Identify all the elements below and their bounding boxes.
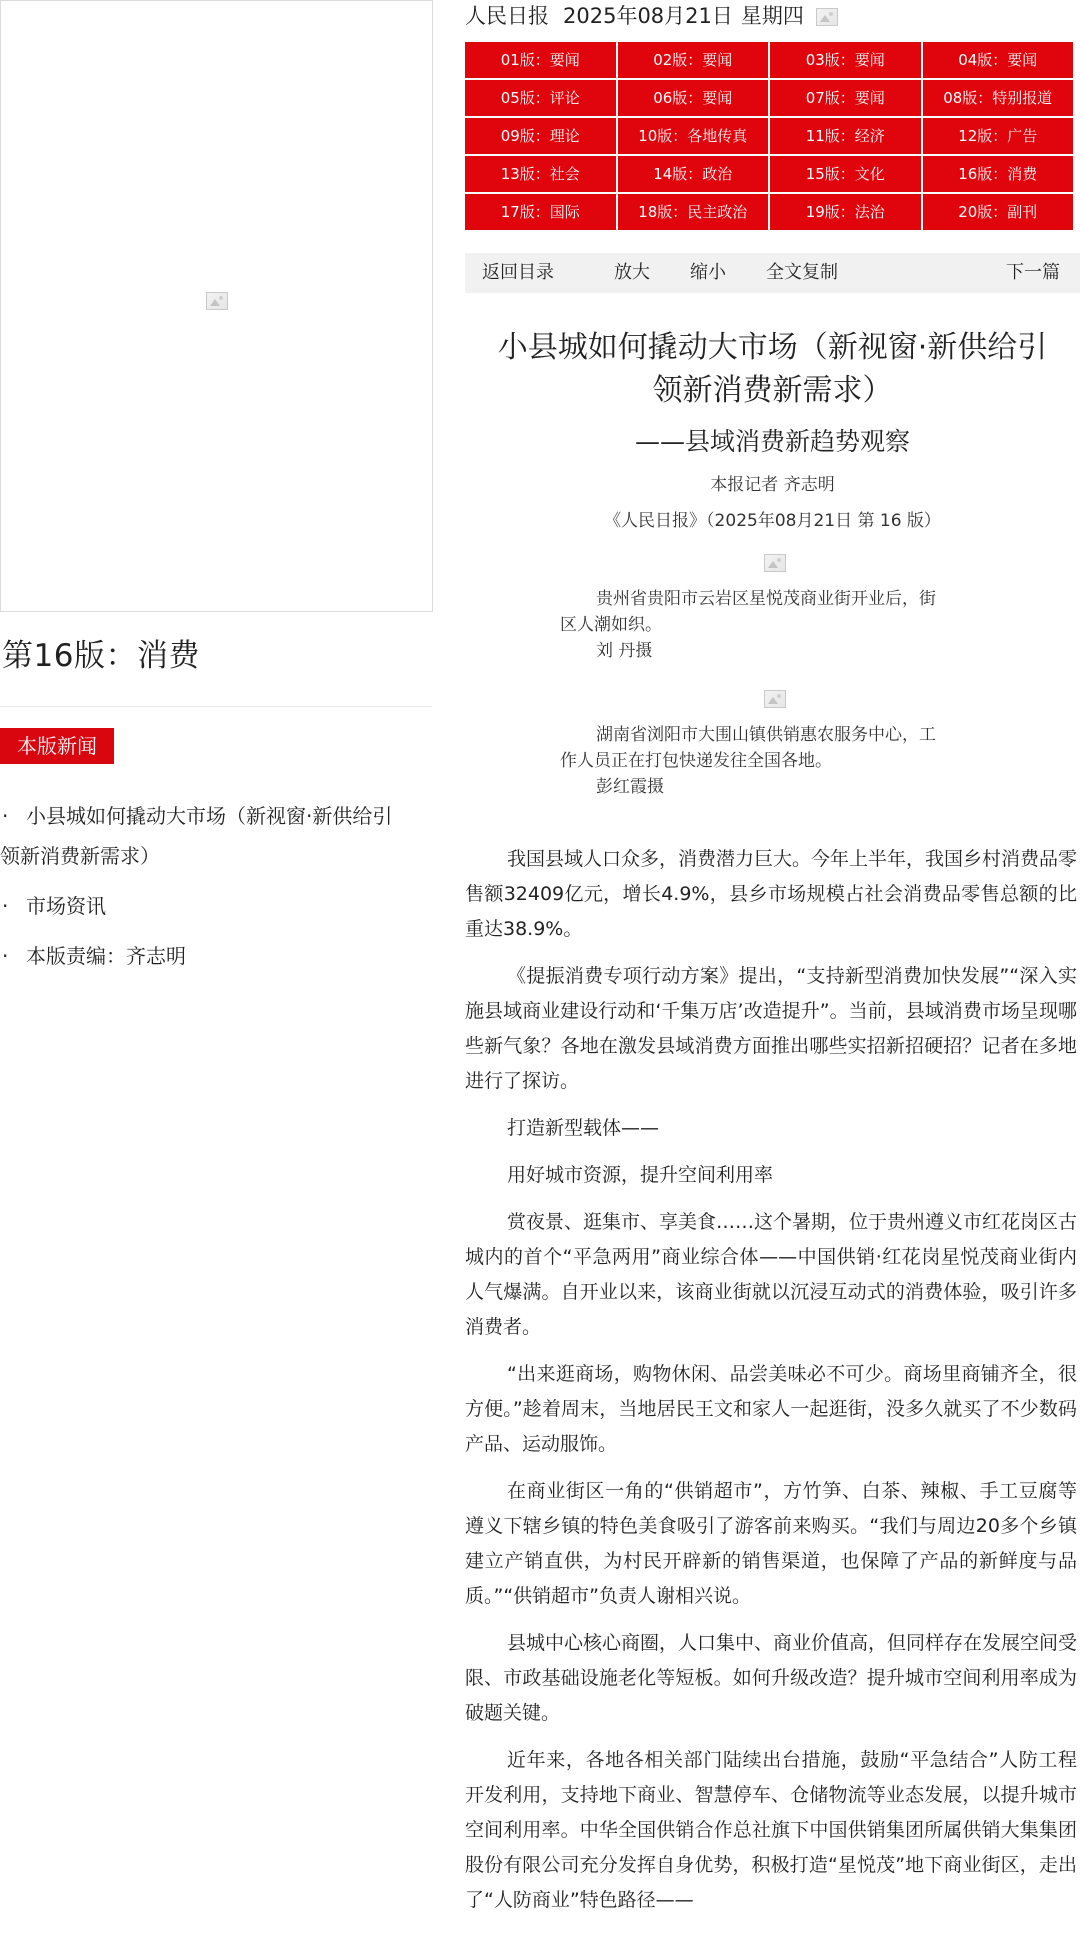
edition-link[interactable]: 17版：国际: [465, 194, 616, 230]
photo-caption: 湖南省浏阳市大围山镇供销惠农服务中心，工: [596, 725, 936, 745]
news-item-continuation[interactable]: [0, 832, 432, 880]
news-item-label: 市场资讯: [26, 894, 106, 918]
article-title-line: 领新消费新需求）: [652, 373, 893, 408]
masthead: [465, 0, 838, 30]
edition-link[interactable]: 06版：要闻: [618, 80, 769, 116]
news-item[interactable]: [0, 882, 432, 930]
article-paragraph: 我国县域人口众多，消费潜力巨大。今年上半年，我国乡村消费品零售额32409亿元，增长4.9%，县乡市场规模占社会消费品零售总额的比重达38.9%。: [465, 848, 1078, 940]
edition-link[interactable]: 12版：广告: [923, 118, 1074, 154]
article-paragraph: 在商业街区一角的“供销超市”，方竹笋、白茶、辣椒、手工豆腐等遵义下辖乡镇的特色美食吸引了游客前来购买。“我们与周边20多个乡镇建立产销直供，为村民开辟新的销售渠道，也保障了产品的新鲜度与品质。”“供销超市”负责人谢相兴说。: [465, 1480, 1077, 1607]
article-title-line: 小县城如何撬动大市场（新视窗·新供给引: [497, 330, 1048, 365]
broken-image-icon: [816, 8, 838, 26]
edition-link[interactable]: 01版：要闻: [465, 42, 616, 78]
edition-link[interactable]: 03版：要闻: [770, 42, 921, 78]
edition-nav-grid: [465, 42, 1073, 230]
news-item[interactable]: [0, 932, 432, 980]
photo-caption-cont: 区人潮如织。: [560, 615, 662, 635]
back-to-contents-button[interactable]: 返回目录: [482, 262, 554, 283]
edition-link[interactable]: 15版：文化: [770, 156, 921, 192]
edition-link[interactable]: 16版：消费: [923, 156, 1074, 192]
broken-image-icon[interactable]: [764, 554, 786, 572]
photo-credit: 刘 丹摄: [596, 641, 653, 661]
broken-image-icon[interactable]: [764, 690, 786, 708]
article-toolbar: [465, 253, 1080, 293]
zoom-out-button[interactable]: 缩小: [690, 262, 726, 283]
news-item-label-line2: 领新消费新需求）: [0, 844, 160, 868]
edition-link[interactable]: 10版：各地传真: [618, 118, 769, 154]
article-paragraph: “出来逛商场，购物休闲、品尝美味必不可少。商场里商铺齐全，很方便。”趁着周末，当地居民王文和家人一起逛街，没多久就买了不少数码产品、运动服饰。: [465, 1363, 1077, 1455]
bullet-icon: ·: [2, 944, 9, 968]
news-item-label: 本版责编：齐志明: [26, 944, 186, 968]
edition-link[interactable]: 14版：政治: [618, 156, 769, 192]
photo-credit: 彭红霞摄: [596, 777, 664, 797]
article-photo: [560, 554, 990, 664]
article-photo: [560, 690, 990, 800]
news-list: [0, 792, 432, 980]
article-source: 《人民日报》（2025年08月21日 第 16 版）: [604, 511, 941, 531]
paper-name: 人民日报: [465, 4, 549, 28]
next-article-button[interactable]: 下一篇: [1006, 262, 1060, 283]
edition-link[interactable]: 08版：特别报道: [923, 80, 1074, 116]
edition-link[interactable]: 20版：副刊: [923, 194, 1074, 230]
bullet-icon: ·: [2, 894, 9, 918]
issue-weekday: 星期四: [740, 4, 804, 28]
broken-image-icon: [206, 292, 228, 310]
edition-link[interactable]: 13版：社会: [465, 156, 616, 192]
right-column: [465, 0, 1080, 1938]
zoom-in-button[interactable]: 放大: [614, 262, 650, 283]
edition-title: 第16版：消费: [2, 638, 200, 674]
left-column: [0, 0, 435, 1938]
edition-link[interactable]: 19版：法治: [770, 194, 921, 230]
article-title: [465, 326, 1080, 412]
article-paragraph: 赏夜景、逛集市、享美食……这个暑期，位于贵州遵义市红花岗区古城内的首个“平急两用”商业综合体——中国供销·红花岗星悦茂商业街内人气爆满。自开业以来，该商业街就以沉浸互动式的消费体验，吸引许多消费者。: [465, 1211, 1078, 1338]
article-subtitle: ——县域消费新趋势观察: [634, 427, 910, 456]
copy-all-button[interactable]: 全文复制: [766, 262, 838, 283]
photo-caption-cont: 作人员正在打包快递发往全国各地。: [560, 751, 832, 771]
edition-link[interactable]: 09版：理论: [465, 118, 616, 154]
article-paragraph: 《提振消费专项行动方案》提出，“支持新型消费加快发展”“深入实施县域商业建设行动和‘千集万店’改造提升”。当前，县域消费市场呈现哪些新气象？各地在激发县域消费方面推出哪些实招新招硬招？记者在多地进行了探访。: [465, 965, 1077, 1092]
edition-link[interactable]: 18版：民主政治: [618, 194, 769, 230]
photo-caption: 贵州省贵阳市云岩区星悦茂商业街开业后，街: [596, 589, 936, 609]
edition-link[interactable]: 11版：经济: [770, 118, 921, 154]
article-paragraph: 县城中心核心商圈，人口集中、商业价值高，但同样存在发展空间受限、市政基础设施老化等短板。如何升级改造？提升城市空间利用率成为破题关键。: [465, 1632, 1078, 1724]
newspaper-page-thumbnail[interactable]: [0, 0, 433, 612]
article-subheading: 用好城市资源，提升空间利用率: [507, 1164, 774, 1186]
article-paragraph: 近年来，各地各相关部门陆续出台措施，鼓励“平急结合”人防工程开发利用，支持地下商业、智慧停车、仓储物流等业态发展，以提升城市空间利用率。中华全国供销合作总社旗下中国供销集团所属供销大集集团股份有限公司充分发挥自身优势，积极打造“星悦茂”地下商业街区，走出了“人防商业”特色路径——: [465, 1749, 1077, 1911]
article-subheading: 打造新型载体——: [507, 1117, 660, 1139]
edition-link[interactable]: 07版：要闻: [770, 80, 921, 116]
bullet-icon: ·: [2, 804, 9, 828]
issue-date: 2025年08月21日: [563, 4, 733, 28]
edition-link[interactable]: 05版：评论: [465, 80, 616, 116]
section-tag: 本版新闻: [0, 728, 114, 764]
divider: [0, 706, 432, 707]
edition-link[interactable]: 02版：要闻: [618, 42, 769, 78]
news-item-label-line1: 小县城如何撬动大市场（新视窗·新供给引: [26, 804, 393, 828]
edition-link[interactable]: 04版：要闻: [923, 42, 1074, 78]
article-body: [465, 842, 1077, 1930]
article-author: 本报记者 齐志明: [710, 475, 835, 495]
